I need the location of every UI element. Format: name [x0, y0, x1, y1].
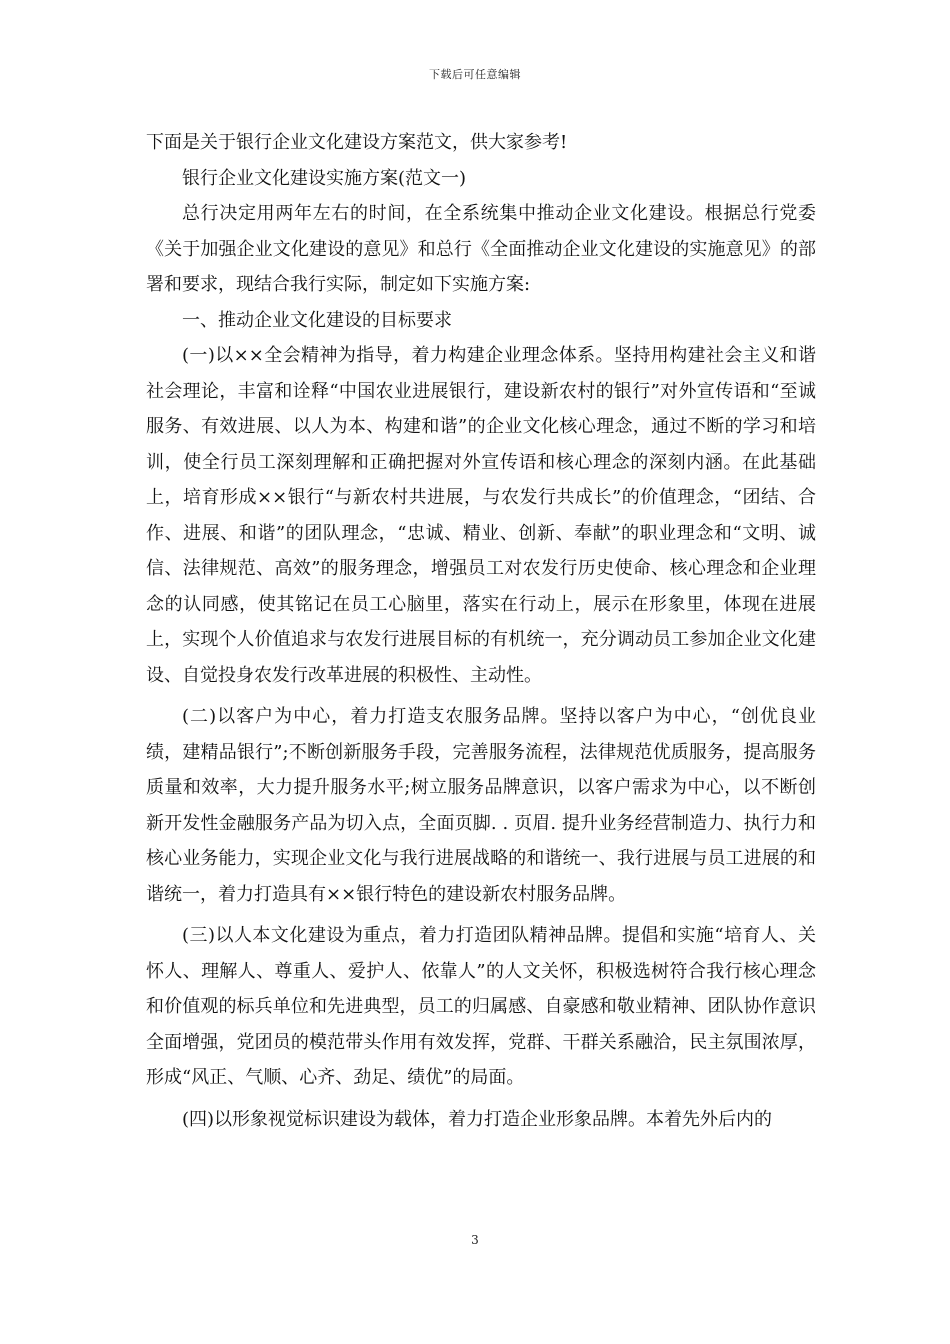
page-header: 下载后可任意编辑 [429, 68, 521, 81]
section-heading-1: 一、推动企业文化建设的目标要求 [182, 309, 452, 331]
paragraph-item-4: (四)以形象视觉标识建设为载体，着力打造企业形象品牌。本着先外后内的 [182, 1108, 773, 1130]
paragraph-item-1: (一)以××全会精神为指导，着力构建企业理念体系。坚持用构建社会主义和谐社会理论，丰富和诠释“中国农业进展银行，建设新农村的银行”对外宣传语和“至诚服务、有效进展、以人为本、构建和谐”的企业文化核心理念，通过不断的学习和培训，使全行员工深刻理解和正确把握对外宣传语和核心理念的深刻内涵。在此基础上，培育形成××银行“与新农村共进展，与农发行共成长”的价值理念，“团结、合作、进展、和谐”的团队理念，“忠诚、精业、创新、奉献”的职业理念和“文明、诚信、法律规范、高效”的服务理念，增强员工对农发行历史使命、核心理念和企业理念的认同感，使其铭记在员工心脑里，落实在行动上，展示在形象里，体现在进展上，实现个人价值追求与农发行进展目标的有机统一，充分调动员工参加企业文化建设、自觉投身农发行改革进展的积极性、主动性。 [146, 345, 816, 686]
paragraph-preamble: 总行决定用两年左右的时间，在全系统集中推动企业文化建设。根据总行党委《关于加强企业文化建设的意见》和总行《全面推动企业文化建设的实施意见》的部署和要求，现结合我行实际，制定如下实施方案: [146, 203, 816, 295]
paragraph-item-2: (二)以客户为中心，着力打造支农服务品牌。坚持以客户为中心，“创优良业绩，建精品银行”;不断创新服务手段，完善服务流程，法律规范优质服务，提高服务质量和效率，大力提升服务水平;树立服务品牌意识，以客户需求为中心，以不断创新开发性金融服务产品为切入点，全面页脚. . 页眉. 提升业务经营制造力、执行力和核心业务能力，实现企业文化与我行进展战略的和谐统一、我行进展与员工进展的和谐统一，着力打造具有××银行特色的建设新农村服务品牌。 [146, 706, 816, 905]
page-number: 3 [471, 1233, 479, 1247]
document-title: 银行企业文化建设实施方案(范文一) [182, 167, 467, 189]
intro-line: 下面是关于银行企业文化建设方案范文，供大家参考! [146, 132, 568, 153]
document-body [146, 125, 816, 1137]
paragraph-item-3: (三)以人本文化建设为重点，着力打造团队精神品牌。提倡和实施“培育人、关怀人、理解人、尊重人、爱护人、依靠人”的人文关怀，积极选树符合我行核心理念和价值观的标兵单位和先进典型，员工的归属感、自豪感和敬业精神、团队协作意识全面增强，党团员的模范带头作用有效发挥，党群、干群关系融洽，民主氛围浓厚，形成“风正、气顺、心齐、劲足、绩优”的局面。 [146, 925, 816, 1088]
